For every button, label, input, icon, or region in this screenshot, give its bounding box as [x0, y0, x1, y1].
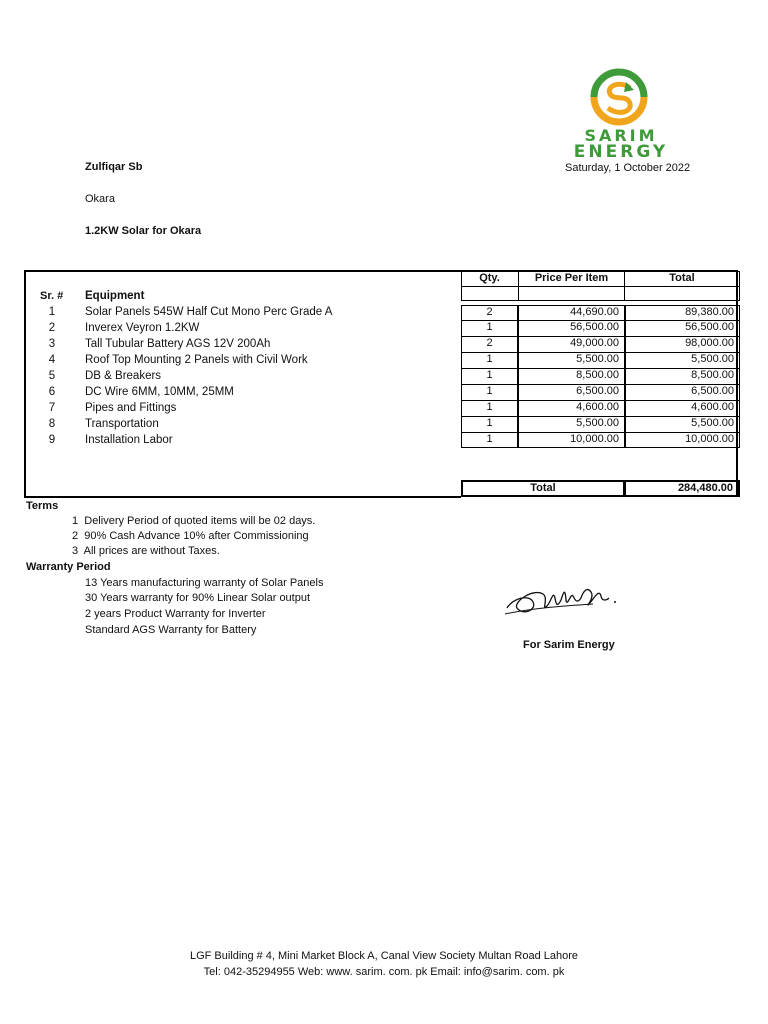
row-sr: 1	[48, 306, 56, 318]
terms-item: 1 Delivery Period of quoted items will be 02 days.	[72, 515, 316, 527]
row-price: 44,690.00	[518, 305, 625, 321]
warranty-item: 13 Years manufacturing warranty of Solar Panels	[85, 577, 324, 589]
row-price: 4,600.00	[518, 400, 625, 417]
table-bottom-border	[24, 496, 461, 498]
row-sr: 3	[48, 338, 56, 350]
quote-date: Saturday, 1 October 2022	[565, 162, 691, 174]
row-sr: 7	[48, 402, 56, 414]
row-qty: 1	[461, 352, 518, 369]
row-qty: 1	[461, 432, 518, 448]
row-total: 10,000.00	[625, 432, 740, 448]
grand-total-label: Total	[461, 480, 625, 497]
row-price: 56,500.00	[518, 320, 625, 337]
warranty-item: 2 years Product Warranty for Inverter	[85, 608, 266, 620]
row-price: 49,000.00	[518, 336, 625, 353]
header-qty: Qty.	[479, 272, 500, 284]
terms-item: 2 90% Cash Advance 10% after Commissioning	[72, 530, 309, 542]
header-price: Price Per Item	[534, 272, 609, 284]
row-total: 8,500.00	[625, 368, 740, 385]
footer-contact: Tel: 042-35294955 Web: www. sarim. com. pk Email: info@sarim. com. pk	[203, 966, 565, 978]
row-total: 89,380.00	[625, 305, 740, 321]
row-qty: 1	[461, 416, 518, 433]
header-total: Total	[669, 272, 695, 284]
row-item: Installation Labor	[85, 434, 173, 446]
row-item: DC Wire 6MM, 10MM, 25MM	[85, 386, 234, 398]
row-total: 5,500.00	[625, 352, 740, 369]
warranty-item: 30 Years warranty for 90% Linear Solar output	[85, 592, 311, 604]
row-sr: 6	[48, 386, 56, 398]
row-sr: 9	[48, 434, 56, 446]
row-sr: 2	[48, 322, 56, 334]
terms-heading: Terms	[26, 500, 59, 512]
row-item: Inverex Veyron 1.2KW	[85, 322, 200, 334]
row-qty: 1	[461, 384, 518, 401]
row-item: Tall Tubular Battery AGS 12V 200Ah	[85, 338, 271, 350]
row-price: 8,500.00	[518, 368, 625, 385]
row-sr: 5	[48, 370, 56, 382]
row-qty: 1	[461, 400, 518, 417]
warranty-heading: Warranty Period	[26, 561, 111, 573]
row-total: 5,500.00	[625, 416, 740, 433]
row-total: 56,500.00	[625, 320, 740, 337]
logo-swirl-icon	[590, 68, 648, 126]
row-total: 6,500.00	[625, 384, 740, 401]
header-sr: Sr. #	[40, 290, 64, 302]
row-price: 5,500.00	[518, 352, 625, 369]
row-item: Transportation	[85, 418, 159, 430]
terms-item: 3 All prices are without Taxes.	[72, 545, 220, 557]
project-title: 1.2KW Solar for Okara	[85, 225, 202, 237]
signature-image	[503, 578, 621, 622]
grand-total-value: 284,480.00	[624, 480, 740, 497]
footer-address: LGF Building # 4, Mini Market Block A, Canal View Society Multan Road Lahore	[189, 950, 579, 962]
customer-name: Zulfiqar Sb	[85, 161, 143, 173]
row-item: Pipes and Fittings	[85, 402, 177, 414]
header-equipment: Equipment	[85, 290, 145, 302]
logo-text-line2: ENERGY	[573, 142, 669, 162]
row-total: 98,000.00	[625, 336, 740, 353]
row-price: 10,000.00	[518, 432, 625, 448]
company-logo	[556, 68, 686, 163]
row-sr: 8	[48, 418, 56, 430]
row-qty: 2	[461, 305, 518, 321]
row-sr: 4	[48, 354, 56, 366]
warranty-item: Standard AGS Warranty for Battery	[85, 624, 257, 636]
row-qty: 1	[461, 320, 518, 337]
signoff-label: For Sarim Energy	[523, 639, 615, 651]
row-item: Roof Top Mounting 2 Panels with Civil Work	[85, 354, 308, 366]
logo-text-line1: SARIM	[584, 126, 658, 145]
row-item: DB & Breakers	[85, 370, 162, 382]
row-price: 5,500.00	[518, 416, 625, 433]
row-qty: 1	[461, 368, 518, 385]
row-total: 4,600.00	[625, 400, 740, 417]
row-item: Solar Panels 545W Half Cut Mono Perc Grade A	[85, 306, 333, 318]
customer-city: Okara	[85, 193, 115, 205]
row-qty: 2	[461, 336, 518, 353]
header-spacer-divider	[518, 287, 625, 301]
row-price: 6,500.00	[518, 384, 625, 401]
